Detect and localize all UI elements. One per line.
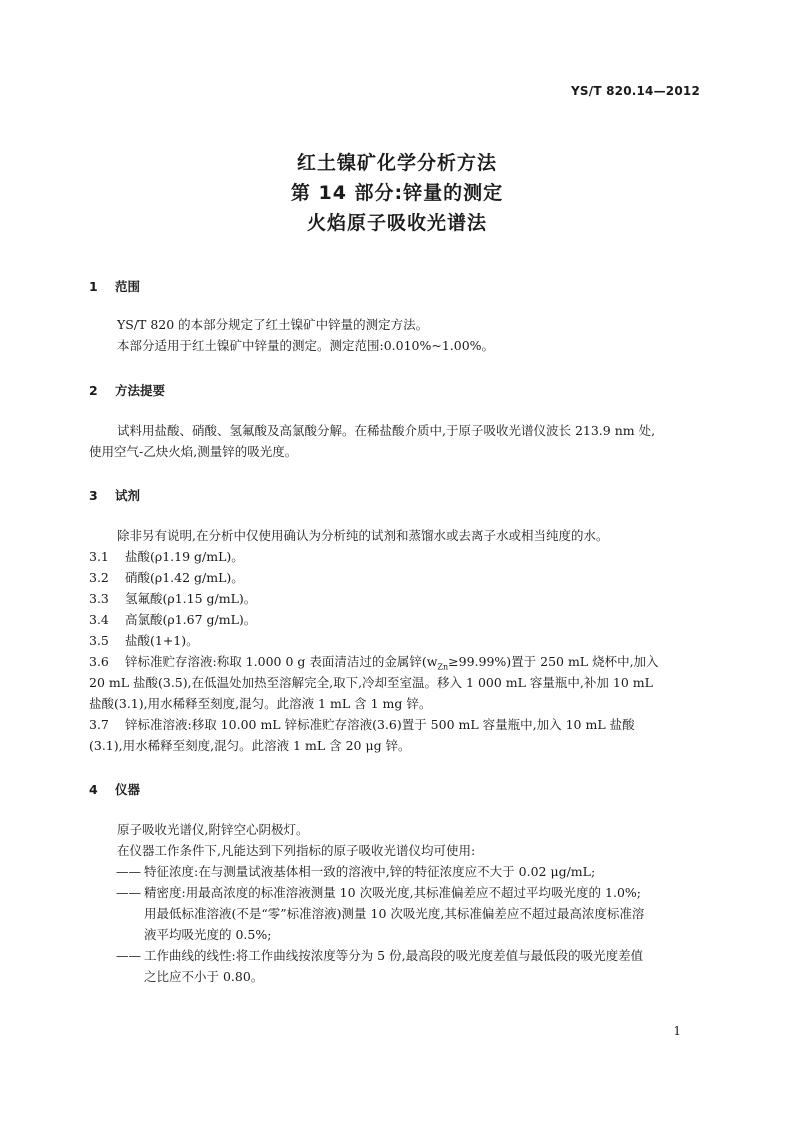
- clause-number: 3.4: [89, 612, 109, 627]
- list-item-text: 工作曲线的线性:将工作曲线按浓度等分为 5 份,最高段的吸光度差值与最低段的吸光度差值: [144, 948, 644, 963]
- title-line-2: 第 14 部分:锌量的测定: [290, 182, 504, 204]
- list-item-text: 精密度:用最高浓度的标准溶液测量 10 次吸光度,其标准偏差应不超过平均吸光度的 1.0%;: [144, 885, 641, 900]
- title-line-1: 红土镍矿化学分析方法: [296, 152, 497, 174]
- clause-text: 氢氟酸(ρ1.15 g/mL)。: [125, 591, 257, 606]
- list-item-text: 特征浓度:在与测量试液基体相一致的溶液中,锌的特征浓度应不大于 0.02 μg/mL;: [144, 864, 596, 879]
- subscript: Zn: [437, 662, 449, 672]
- dash-marker: ——: [116, 864, 141, 879]
- section-1-heading: [89, 277, 140, 295]
- section-title: 仪器: [115, 782, 141, 797]
- section-title: 范围: [115, 279, 141, 294]
- section-4-heading: [89, 780, 140, 798]
- clause-text: ≥99.99%)置于 250 mL 烧杯中,加入: [448, 654, 659, 669]
- section-title: 试剂: [115, 488, 141, 503]
- section-title: 方法提要: [115, 383, 166, 398]
- section-number: 1: [89, 279, 98, 294]
- page-number: 1: [673, 1024, 681, 1038]
- section-2-heading: [89, 381, 165, 399]
- clause-text: 高氯酸(ρ1.67 g/mL)。: [125, 612, 257, 627]
- clause-number: 3.7: [89, 717, 109, 732]
- clause-3-6-line-3: 盐酸(3.1),用水稀释至刻度,混匀。此溶液 1 mL 含 1 mg 锌。: [89, 696, 432, 711]
- paragraph: 除非另有说明,在分析中仅使用确认为分析纯的试剂和蒸馏水或去离子水或相当纯度的水。: [117, 528, 609, 543]
- paragraph: 原子吸收光谱仪,附锌空心阴极灯。: [117, 822, 309, 837]
- clause-text: 锌标准贮存溶液:称取 1.000 0 g 表面清洁过的金属锌(w: [125, 654, 438, 669]
- clause-3-2: [89, 567, 707, 588]
- dash-marker: ——: [116, 885, 141, 900]
- list-item: [116, 882, 708, 945]
- section-number: 2: [89, 383, 98, 398]
- list-item-text: 之比应不小于 0.80。: [144, 969, 264, 984]
- clause-text: 盐酸(1+1)。: [125, 633, 199, 648]
- clause-number: 3.6: [89, 654, 109, 669]
- clause-text: 硝酸(ρ1.42 g/mL)。: [125, 570, 244, 585]
- dash-marker: ——: [116, 948, 141, 963]
- paragraph: YS/T 820 的本部分规定了红土镍矿中锌量的测定方法。: [117, 317, 429, 332]
- paragraph: 在仪器工作条件下,凡能达到下列指标的原子吸收光谱仪均可使用:: [117, 843, 476, 858]
- section-number: 3: [89, 488, 98, 503]
- clause-3-6-line-2: 20 mL 盐酸(3.5),在低温处加热至溶解完全,取下,冷却至室温。移入 1 000 mL 容量瓶中,补加 10 mL: [89, 675, 653, 690]
- clause-number: 3.1: [89, 549, 109, 564]
- clause-number: 3.2: [89, 570, 109, 585]
- title-line-3: 火焰原子吸收光谱法: [306, 212, 487, 234]
- section-3-heading: [89, 486, 140, 504]
- list-item: [116, 945, 708, 987]
- section-number: 4: [89, 782, 98, 797]
- clause-3-7-line-1: [89, 714, 707, 735]
- document-title: [0, 148, 794, 238]
- clause-number: 3.3: [89, 591, 109, 606]
- clause-number: 3.5: [89, 633, 109, 648]
- list-item-text: 用最低标准溶液(不是“零”标准溶液)测量 10 次吸光度,其标准偏差应不超过最高浓度标准溶: [144, 906, 645, 921]
- clause-3-7-line-2: (3.1),用水稀释至刻度,混匀。此溶液 1 mL 含 20 μg 锌。: [89, 738, 411, 753]
- paragraph: 使用空气-乙炔火焰,测量锌的吸光度。: [89, 444, 298, 459]
- clause-3-3: [89, 588, 707, 609]
- list-item-text: 液平均吸光度的 0.5%;: [144, 927, 272, 942]
- clause-3-4: [89, 609, 707, 630]
- list-item: [116, 861, 708, 882]
- clause-3-1: [89, 546, 707, 567]
- paragraph: 试料用盐酸、硝酸、氢氟酸及高氯酸分解。在稀盐酸介质中,于原子吸收光谱仪波长 213.9 nm 处,: [117, 423, 656, 438]
- clause-text: 盐酸(ρ1.19 g/mL)。: [125, 549, 244, 564]
- standard-code: YS/T 820.14—2012: [571, 84, 700, 98]
- clause-text: 锌标准溶液:移取 10.00 mL 锌标准贮存溶液(3.6)置于 500 mL 容量瓶中,加入 10 mL 盐酸: [125, 717, 635, 732]
- paragraph: 本部分适用于红土镍矿中锌量的测定。测定范围:0.010%~1.00%。: [117, 338, 495, 353]
- clause-3-5: [89, 630, 707, 651]
